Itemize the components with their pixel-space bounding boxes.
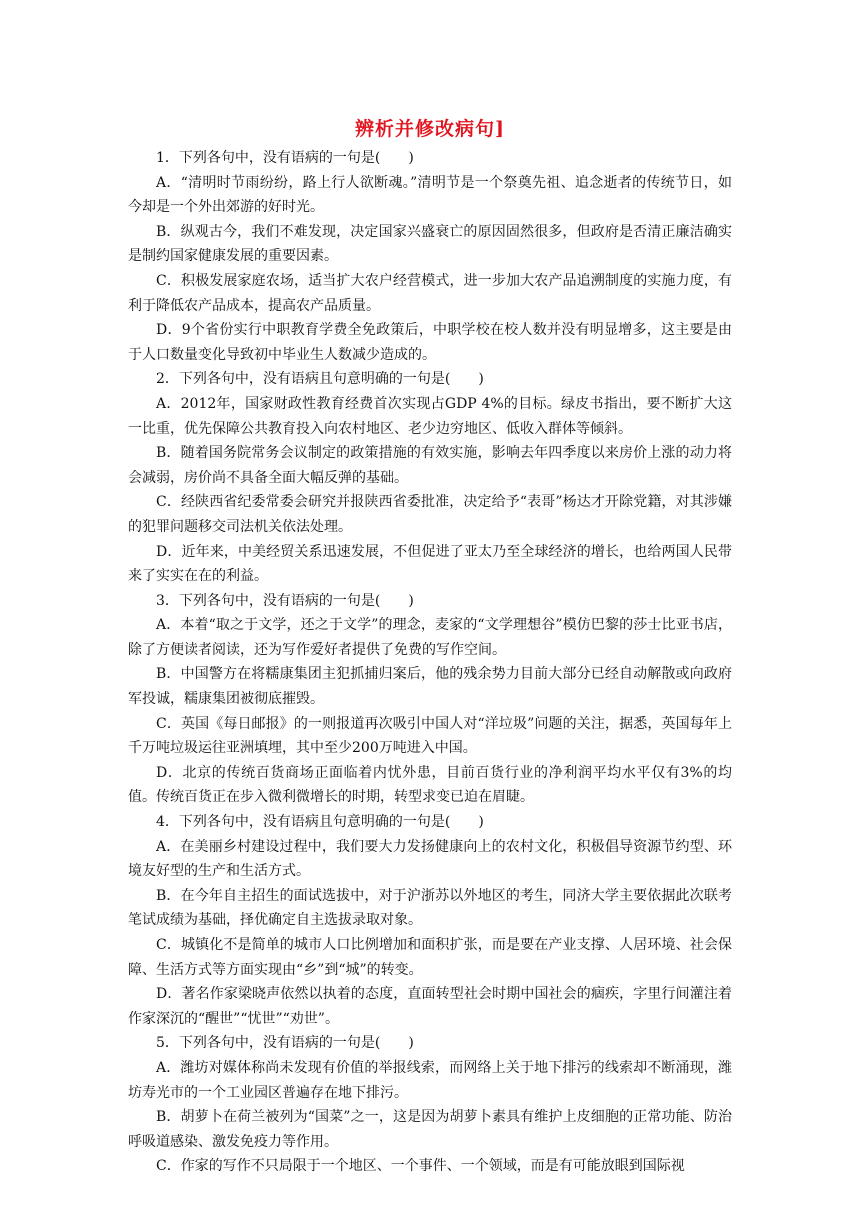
paragraph: A．本着“取之于文学，还之于文学”的理念，麦家的“文学理想谷”模仿巴黎的莎士比亚书店，除了方便读者阅读，还为写作爱好者提供了免费的写作空间。 bbox=[128, 617, 732, 658]
paragraph: A．2012年，国家财政性教育经费首次实现占GDP 4%的目标。绿皮书指出，要不断扩大这一比重，优先保障公共教育投入向农村地区、老少边穷地区、低收入群体等倾斜。 bbox=[128, 395, 732, 437]
paragraph: A．“清明时节雨纷纷，路上行人欲断魂。”清明节是一个祭奠先祖、追念逝者的传统节日，如今却是一个外出郊游的好时光。 bbox=[128, 174, 732, 216]
paragraph: 5．下列各句中，没有语病的一句是( ) bbox=[156, 1035, 414, 1052]
paragraph: D．近年来，中美经贸关系迅速发展，不但促进了亚太乃至全球经济的增长，也给两国人民带来了实实在在的利益。 bbox=[128, 543, 732, 585]
document-body bbox=[128, 146, 732, 1179]
document-title: 辨析并修改病句] bbox=[355, 118, 505, 140]
paragraph: B．随着国务院常务会议制定的政策措施的有效实施，影响去年四季度以来房价上涨的动力将会减弱，房价尚不具备全面大幅反弹的基础。 bbox=[128, 445, 732, 486]
paragraph: B．中国警方在将糯康集团主犯抓捕归案后，他的残余势力目前大部分已经自动解散或向政府军投诚，糯康集团被彻底摧毁。 bbox=[128, 666, 732, 708]
paragraph: A．潍坊对媒体称尚未发现有价值的举报线索，而网络上关于地下排污的线索却不断涌现，潍坊寿光市的一个工业园区普遍存在地下排污。 bbox=[128, 1059, 732, 1101]
paragraph: C．英国《每日邮报》的一则报道再次吸引中国人对“洋垃圾”问题的关注，据悉，英国每年上千万吨垃圾运往亚洲填埋，其中至少200万吨进入中国。 bbox=[128, 715, 732, 757]
paragraph: C．城镇化不是简单的城市人口比例增加和面积扩张，而是要在产业支撑、人居环境、社会保障、生活方式等方面实现由“乡”到“城”的转变。 bbox=[128, 937, 732, 978]
paragraph: 3．下列各句中，没有语病的一句是( ) bbox=[156, 592, 414, 609]
paragraph: B．胡萝卜在荷兰被列为“国菜”之一，这是因为胡萝卜素具有维护上皮细胞的正常功能、防治呼吸道感染、激发免疫力等作用。 bbox=[128, 1109, 732, 1150]
paragraph: C．经陕西省纪委常委会研究并报陕西省委批准，决定给予“表哥”杨达才开除党籍，对其涉嫌的犯罪问题移交司法机关依法处理。 bbox=[128, 494, 732, 535]
paragraph: C．积极发展家庭农场，适当扩大农户经营模式，进一步加大农产品追溯制度的实施力度，有利于降低农产品成本，提高农产品质量。 bbox=[128, 272, 732, 314]
paragraph: B．在今年自主招生的面试选拔中，对于沪浙苏以外地区的考生，同济大学主要依据此次联考笔试成绩为基础，择优确定自主选拔录取对象。 bbox=[128, 887, 732, 929]
paragraph: 2．下列各句中，没有语病且句意明确的一句是( ) bbox=[156, 371, 484, 388]
paragraph: A．在美丽乡村建设过程中，我们要大力发扬健康向上的农村文化，积极倡导资源节约型、环境友好型的生产和生活方式。 bbox=[128, 838, 732, 880]
paragraph: B．纵观古今，我们不难发现，决定国家兴盛衰亡的原因固然很多，但政府是否清正廉洁确实是制约国家健康发展的重要因素。 bbox=[128, 223, 732, 265]
paragraph: C．作家的写作不只局限于一个地区、一个事件、一个领域，而是有可能放眼到国际视 bbox=[156, 1158, 685, 1175]
paragraph: D．9个省份实行中职教育学费全免政策后，中职学校在校人数并没有明显增多，这主要是由于人口数量变化导致初中毕业生人数减少造成的。 bbox=[128, 322, 732, 363]
paragraph: 1．下列各句中，没有语病的一句是( ) bbox=[156, 150, 414, 166]
paragraph: D．著名作家梁晓声依然以执着的态度，直面转型社会时期中国社会的痼疾，字里行间灌注着作家深沉的“醒世”“忧世”“劝世”。 bbox=[128, 986, 732, 1027]
paragraph: 4．下列各句中，没有语病且句意明确的一句是( ) bbox=[156, 814, 484, 831]
paragraph: D．北京的传统百货商场正面临着内忧外患，目前百货行业的净利润平均水平仅有3%的均值。传统百货正在步入微利微增长的时期，转型求变已迫在眉睫。 bbox=[128, 764, 732, 806]
